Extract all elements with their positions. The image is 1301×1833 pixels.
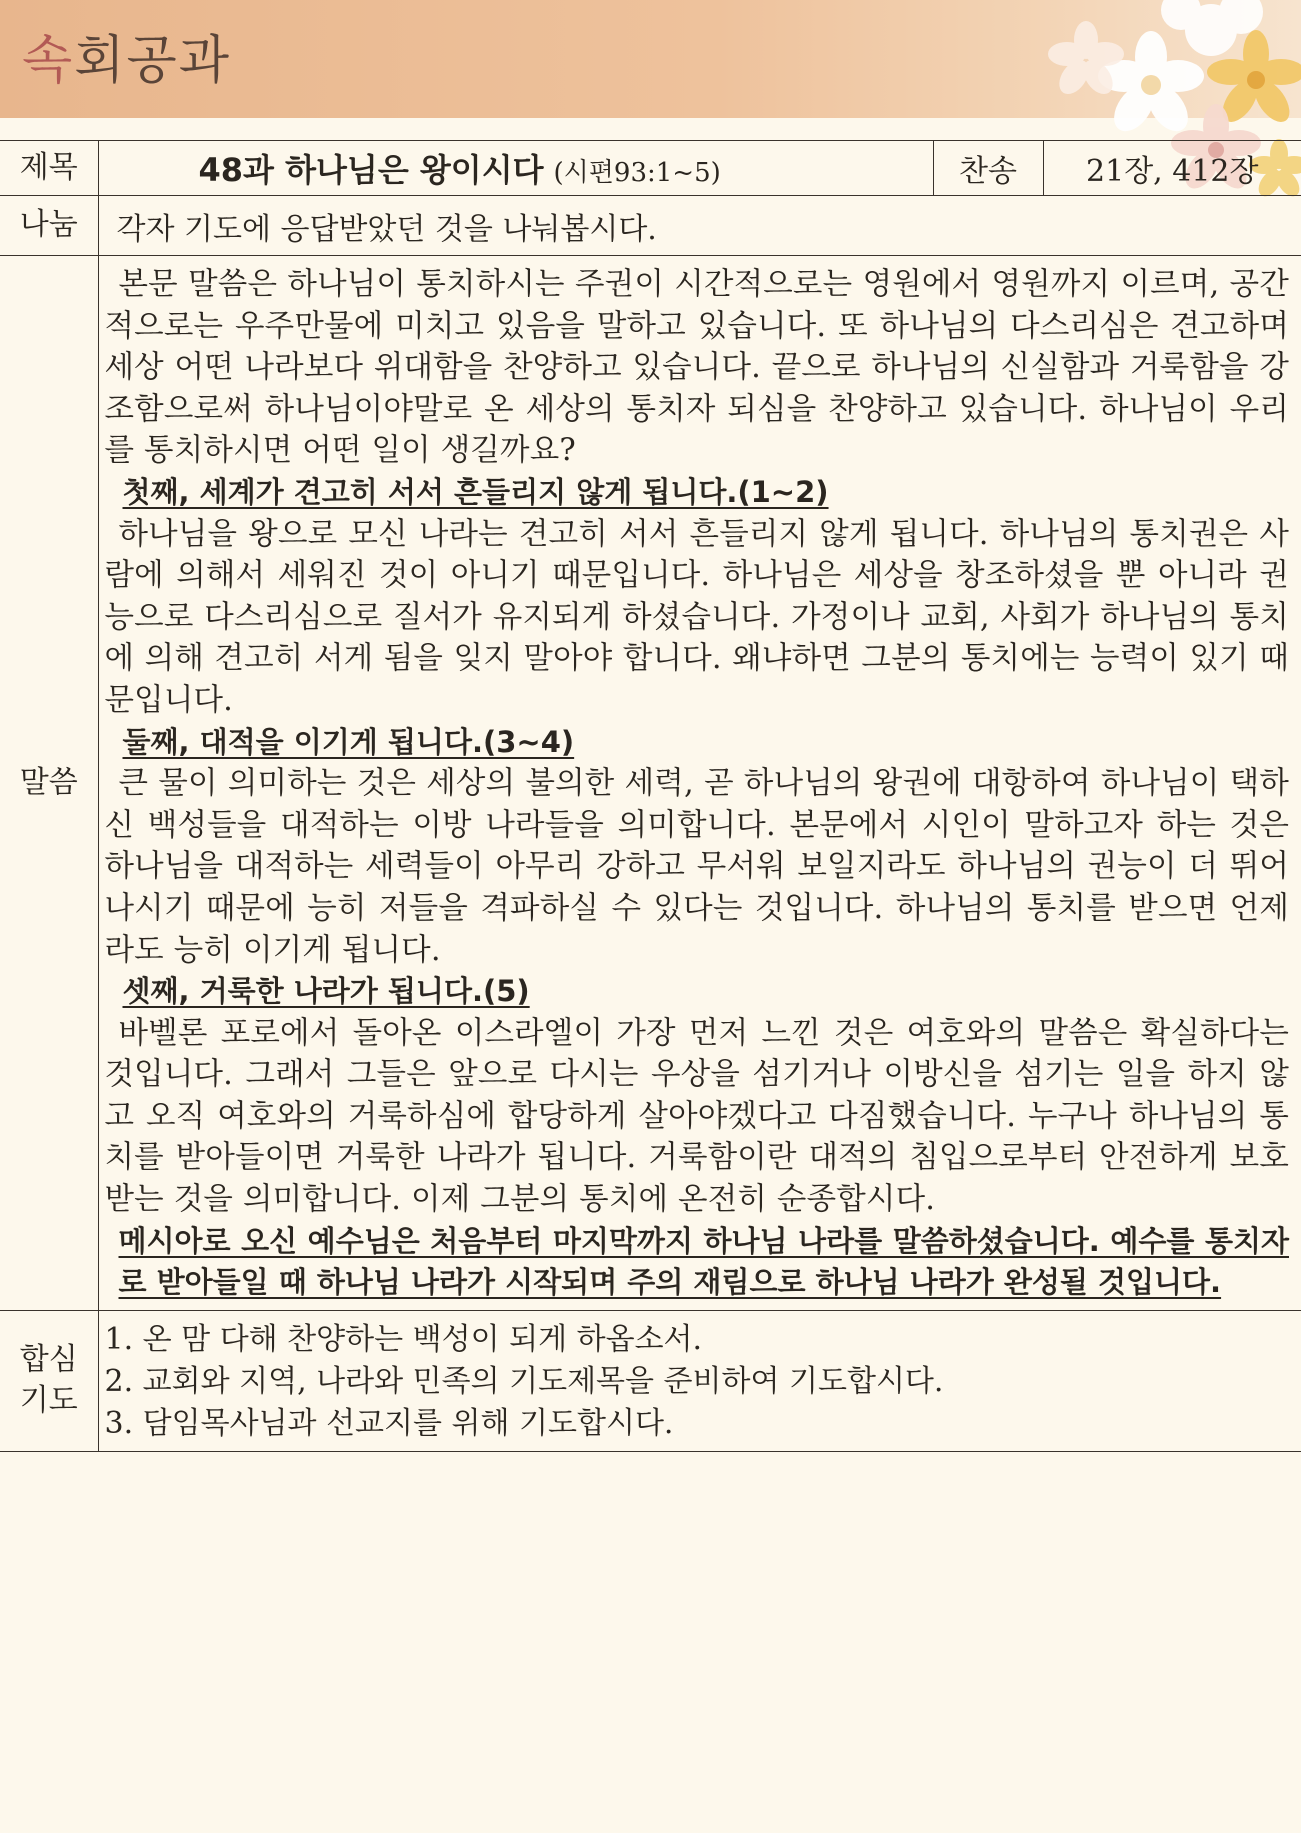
prayer-label-line-1: 합심 [19, 1342, 78, 1378]
prayer-label-line-2: 기도 [19, 1382, 78, 1418]
prayer-list [98, 1310, 1301, 1451]
point-heading-3: 셋째, 거룩한 나라가 됩니다.(5) [122, 974, 530, 1009]
share-text: 각자 기도에 응답받았던 것을 나눠봅시다. [98, 196, 1301, 256]
prayer-item-2: 2. 교회와 지역, 나라와 민족의 기도제목을 준비하여 기도합시다. [104, 1363, 944, 1399]
lesson-table [0, 140, 1301, 1452]
title-row [0, 141, 1301, 196]
prayer-item-1: 1. 온 맘 다해 찬양하는 백성이 되게 하옵소서. [104, 1321, 703, 1357]
point-heading-1: 첫째, 세계가 견고히 서서 흔들리지 않게 됩니다.(1~2) [122, 474, 829, 509]
point-body-1: 하나님을 왕으로 모신 나라는 견고히 서서 흔들리지 않게 됩니다. 하나님의 통치권은 사람에 의해서 세워진 것이 아니기 때문입니다. 하나님은 세상을 창조하셨을 뿐 아니라 권능으로 다스리심으로 질서가 유지되게 하셨습니다. 가정이나 교회, 사회가 하나님의 통치에 의해 견고히 서게 됨을 잊지 말아야 합니다. 왜냐하면 그분의 통치에는 능력이 있기 때문입니다. [104, 516, 1289, 718]
word-label: 말씀 [0, 256, 98, 1311]
closing-statement: 메시아로 오신 예수님은 처음부터 마지막까지 하나님 나라를 말씀하셨습니다. 예수를 통치자로 받아들일 때 하나님 나라가 시작되며 주의 재림으로 하나님 나라가 완성될 것입니다. [118, 1223, 1289, 1300]
scripture-reference: (시편93:1~5) [553, 158, 721, 188]
header-title-accent: 속 [22, 31, 75, 91]
share-label: 나눔 [0, 196, 98, 256]
word-row [0, 256, 1301, 1311]
lesson-title: 48과 하나님은 왕이시다 [198, 151, 544, 189]
point-body-3: 바벨론 포로에서 돌아온 이스라엘이 가장 먼저 느낀 것은 여호와의 말씀은 확실하다는 것입니다. 그래서 그들은 앞으로 다시는 우상을 섬기거나 이방신을 섬기는 일을 하지 않고 오직 여호와의 거룩하심에 합당하게 살아야겠다고 다짐했습니다. 누구나 하나님의 통치를 받아들이면 거룩한 나라가 됩니다. 거룩함이란 대적의 침입으로부터 안전하게 보호받는 것을 의미합니다. 이제 그분의 통치에 온전히 순종합시다. [104, 1015, 1289, 1218]
hymn-label: 찬송 [933, 141, 1043, 196]
header-title [22, 18, 231, 93]
prayer-item-3: 3. 담임목사님과 선교지를 위해 기도합시다. [104, 1405, 674, 1441]
hymn-numbers: 21장, 412장 [1043, 141, 1301, 196]
share-row [0, 196, 1301, 256]
intro-paragraph: 본문 말씀은 하나님이 통치하시는 주권이 시간적으로는 영원에서 영원까지 이르며, 공간적으로는 우주만물에 미치고 있음을 말하고 있습니다. 또 하나님의 다스리심은 견고하며 세상 어떤 나라보다 위대함을 찬양하고 있습니다. 끝으로 하나님의 신실함과 거룩함을 강조함으로써 하나님이야말로 온 세상의 통치자 되심을 찬양하고 있습니다. 하나님이 우리를 통치하시면 어떤 일이 생길까요? [104, 267, 1289, 469]
header-title-rest: 회공과 [74, 31, 231, 91]
word-body [98, 256, 1301, 1311]
title-label: 제목 [0, 141, 98, 196]
point-body-2: 큰 물이 의미하는 것은 세상의 불의한 세력, 곧 하나님의 왕권에 대항하여 하나님이 택하신 백성들을 대적하는 이방 나라들을 의미합니다. 본문에서 시인이 말하고자 하는 것은 하나님을 대적하는 세력들이 아무리 강하고 무서워 보일지라도 하나님의 권능이 더 뛰어나시기 때문에 능히 저들을 격파하실 수 있다는 것입니다. 하나님의 통치를 받으면 언제라도 능히 이기게 됩니다. [104, 766, 1289, 968]
prayer-row [0, 1310, 1301, 1451]
point-heading-2: 둘째, 대적을 이기게 됩니다.(3~4) [122, 724, 575, 759]
title-cell [98, 141, 933, 196]
prayer-label [0, 1310, 98, 1451]
